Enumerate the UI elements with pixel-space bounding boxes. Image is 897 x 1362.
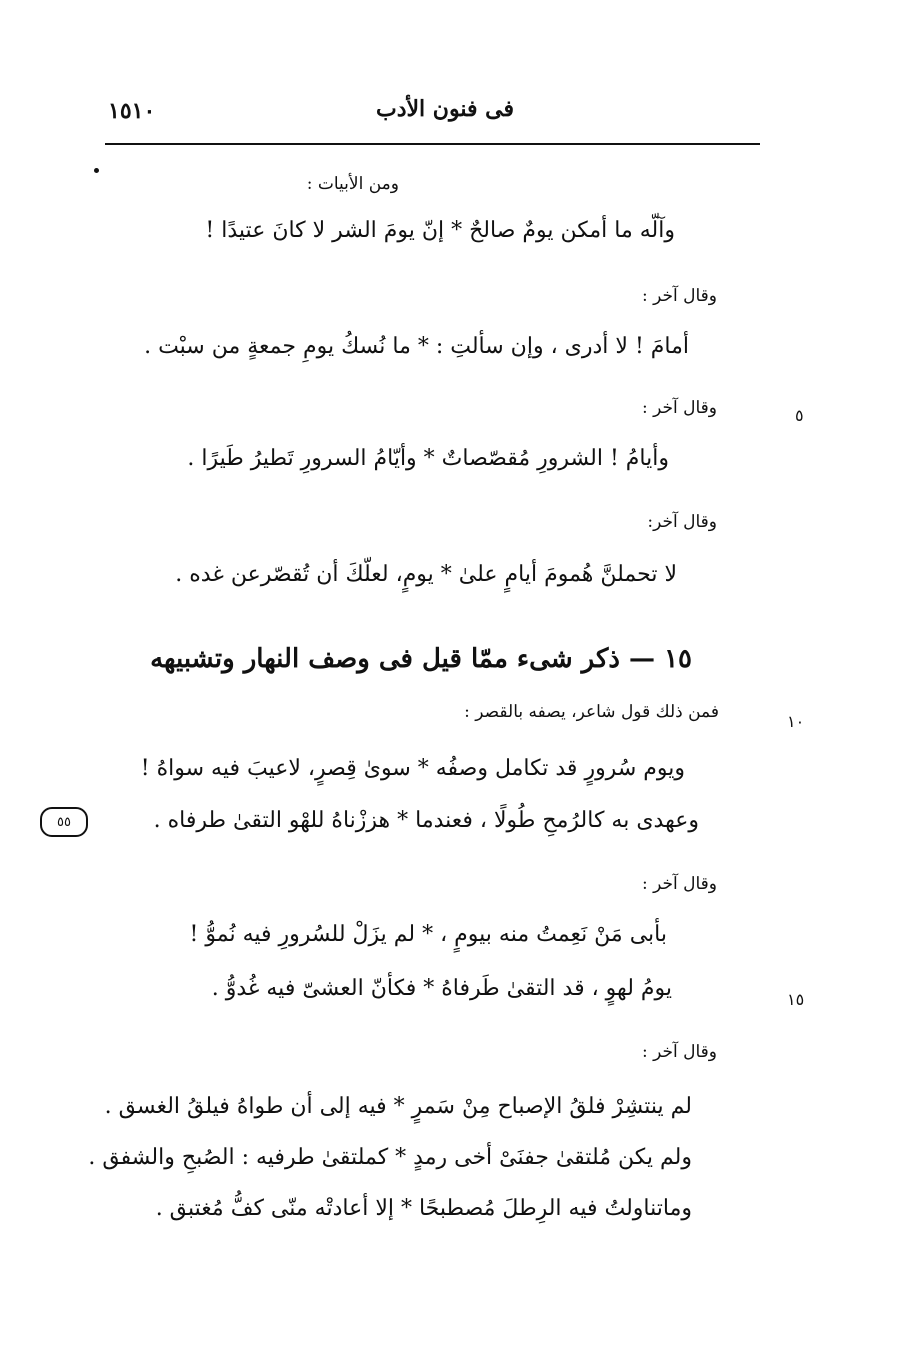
verse-line: يومُ لهوٍ ، قد التقىٰ طَرفاهُ * فكأنّ العشىّ فيه غُدوُّ .	[211, 976, 672, 1001]
verse-intro: وقال آخر :	[641, 1042, 717, 1062]
verse-intro: وقال آخر :	[641, 874, 717, 894]
margin-line-number: ١٠	[787, 712, 805, 731]
seal-text: ٥٥	[57, 814, 71, 830]
margin-line-number: ٥	[795, 406, 804, 425]
page-number: ١٥١٠	[108, 98, 156, 124]
verse-intro: ومن الأبيات :	[306, 174, 399, 194]
section-intro: فمن ذلك قول شاعر، يصفه بالقصر :	[464, 702, 719, 722]
running-head-title: فى فنون الأدب	[375, 96, 514, 122]
header-rule	[105, 143, 760, 145]
verse-line: أمامَ ! لا أدرى ، وإن سألتِ : * ما نُسكُ يومِ جمعةٍ من سبْت .	[144, 334, 689, 359]
verse-line: ولم يكن مُلتقىٰ جفنَىْ أخى رمدٍ * كملتقىٰ طرفيه : الصُبحِ والشفق .	[88, 1145, 692, 1170]
margin-line-number: ١٥	[787, 990, 805, 1009]
verse-line: لم ينتشِرْ فلقُ الإصباح مِنْ سَمرٍ * فيه إلى أن طواهُ فيلقُ الغسق .	[104, 1094, 692, 1119]
verse-line: وآلّه ما أمكن يومٌ صالحٌ * إنّ يومَ الشر لا كانَ عتيدًا !	[205, 218, 675, 243]
verse-line: ويوم سُرورٍ قد تكامل وصفُه * سوىٰ قِصرٍ، لاعيبَ فيه سواهُ !	[140, 756, 685, 781]
verse-intro: وقال آخر :	[641, 398, 717, 418]
verse-line: وماتناولتُ فيه الرِطلَ مُصطبحًا * إلا أعادتْه منّى كفُّ مُغتبق .	[155, 1196, 692, 1221]
verse-intro: وقال آخر:	[647, 512, 717, 532]
verse-line: لا تحملنَّ هُمومَ أيامٍ علىٰ * يومٍ، لعلّكَ أن تُقصّرعن غده .	[175, 562, 677, 587]
section-heading: ١٥ — ذكر شىء ممّا قيل فى وصف النهار وتشبيهه	[150, 644, 692, 674]
page-seal	[40, 807, 88, 837]
verse-line: وعهدى به كالرُمحِ طُولًا ، فعندما * هززْناهُ للهْو التقىٰ طرفاه .	[153, 808, 699, 833]
verse-line: بأبى مَنْ نَعِمتُ منه بيومٍ ، * لم يزَلْ للسُرورِ فيه نُموُّ !	[189, 922, 667, 947]
ink-speck	[94, 168, 99, 173]
verse-line: وأيامُ ! الشرورِ مُقصّصاتٌ * وأيّامُ السرورِ تَطيرُ طَيرًا .	[187, 446, 669, 471]
verse-intro: وقال آخر :	[641, 286, 717, 306]
